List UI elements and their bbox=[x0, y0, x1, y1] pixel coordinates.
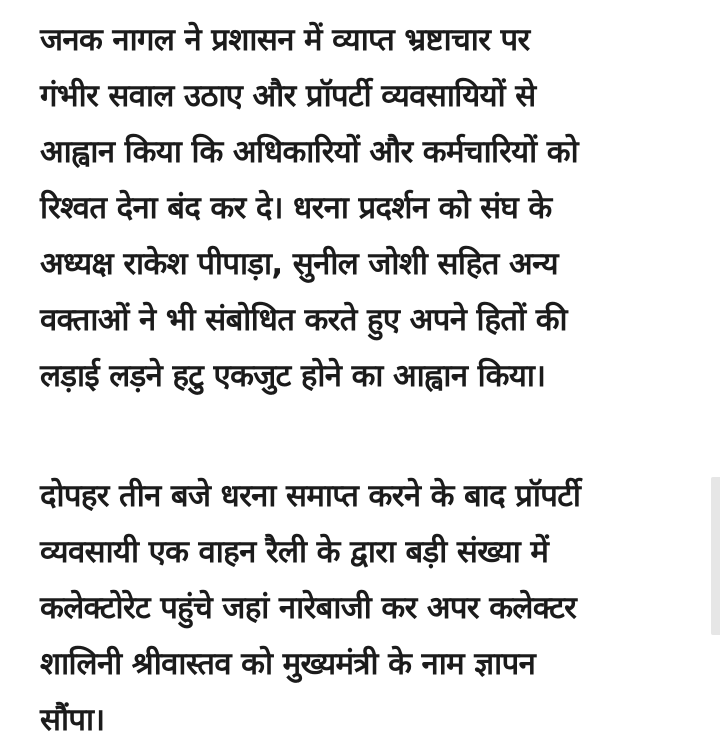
text-line: सौंपा। bbox=[40, 702, 105, 738]
text-line: जनक नागल ने प्रशासन में व्याप्त भ्रष्टाचार पर bbox=[40, 22, 530, 58]
paragraph-1 bbox=[40, 12, 690, 404]
text-line: रिश्वत देना बंद कर दे। धरना प्रदर्शन को संघ के bbox=[40, 190, 552, 226]
text-line: आह्वान किया कि अधिकारियों और कर्मचारियों को bbox=[40, 134, 579, 170]
text-line: व्यवसायी एक वाहन रैली के द्वारा बड़ी संख्या में bbox=[40, 534, 549, 570]
text-line: दोपहर तीन बजे धरना समाप्त करने के बाद प्रॉपर्टी bbox=[40, 478, 581, 514]
paragraph-spacer bbox=[40, 404, 690, 468]
text-line: वक्ताओं ने भी संबोधित करते हुए अपने हितों की bbox=[40, 302, 567, 338]
text-line: शालिनी श्रीवास्तव को मुख्यमंत्री के नाम ज्ञापन bbox=[40, 646, 536, 682]
text-line: कलेक्टोरेट पहुंचे जहां नारेबाजी कर अपर कलेक्टर bbox=[40, 590, 577, 626]
article-text bbox=[40, 12, 690, 748]
text-line: गंभीर सवाल उठाए और प्रॉपर्टी व्यवसायियों से bbox=[40, 78, 536, 114]
text-line: अध्यक्ष राकेश पीपाड़ा, सुनील जोशी सहित अन्य bbox=[40, 246, 559, 282]
paragraph-2 bbox=[40, 468, 690, 748]
scrollbar-thumb[interactable] bbox=[711, 477, 720, 635]
text-line: लड़ाई लड़ने हटु एकजुट होने का आह्वान किया। bbox=[40, 358, 546, 394]
